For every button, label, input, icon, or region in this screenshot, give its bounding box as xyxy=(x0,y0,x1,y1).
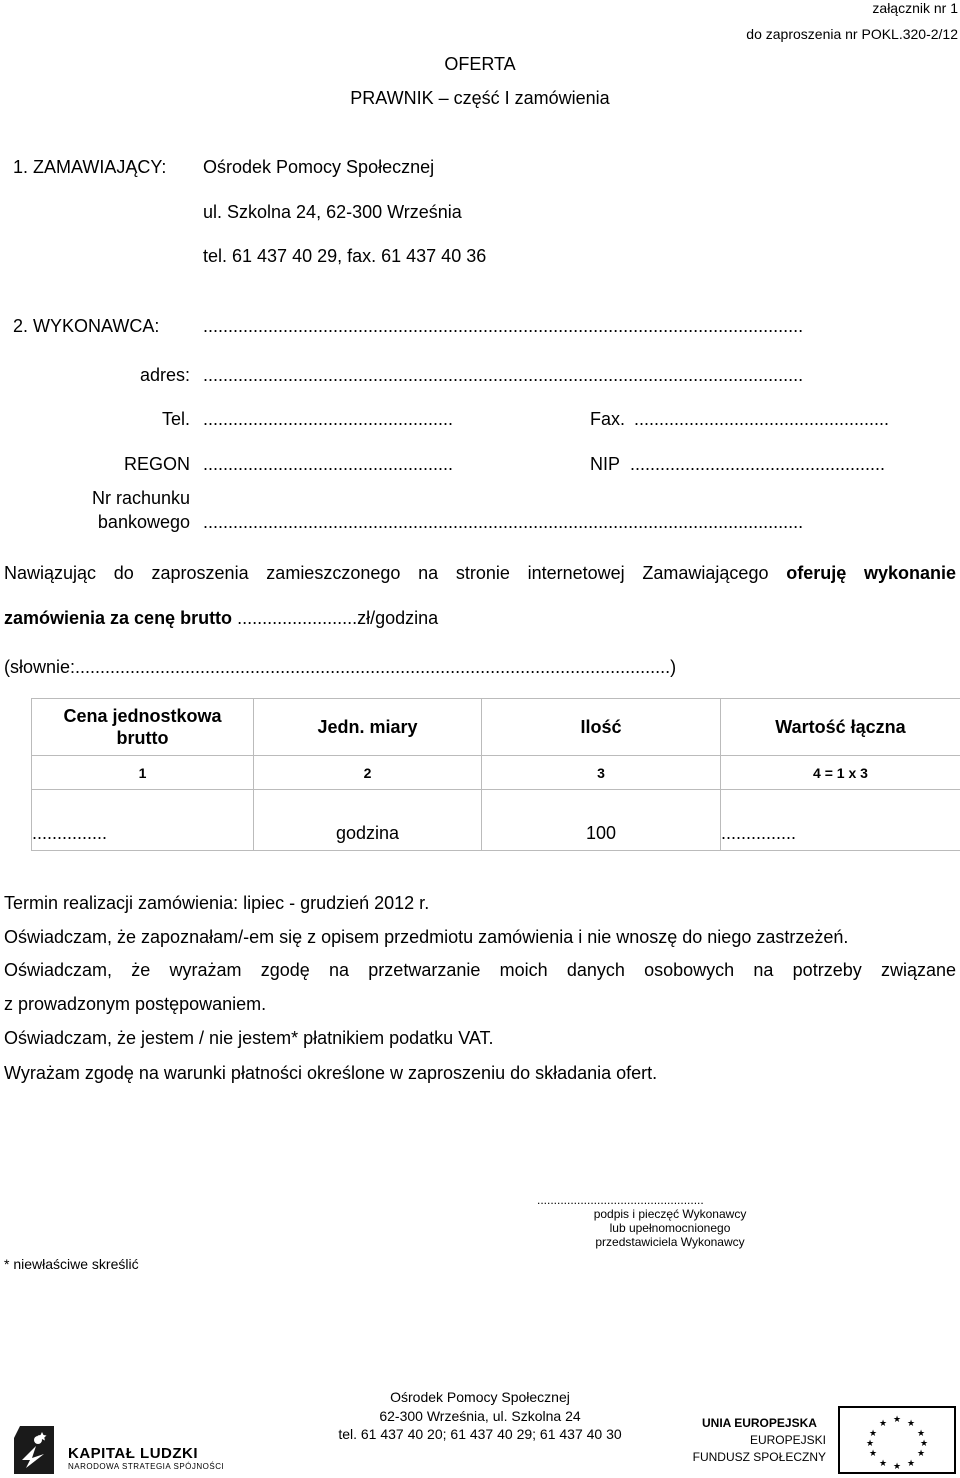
account-label-line1: Nr rachunku xyxy=(91,488,190,508)
table-header-row xyxy=(32,699,960,756)
footer-phone: tel. 61 437 40 20; 61 437 40 29; 61 437 40 30 xyxy=(338,1426,622,1442)
total-value-cell[interactable]: ............... xyxy=(721,790,960,851)
ordering-party-name: Ośrodek Pomocy Społecznej xyxy=(203,157,435,177)
svg-text:★: ★ xyxy=(906,1419,916,1429)
eu-logo-line3: FUNDUSZ SPOŁECZNY xyxy=(692,1450,826,1464)
offer-price-in-words[interactable]: (słownie:.......................................................................................................................) xyxy=(4,657,677,677)
tel-label: Tel. xyxy=(161,409,190,429)
svg-text:★: ★ xyxy=(892,1462,902,1472)
svg-text:★: ★ xyxy=(868,1429,878,1439)
statement-1: Oświadczam, że zapoznałam/-em się z opisem przedmiotu zamówienia i nie wnoszę do niego zastrzeżeń. xyxy=(4,927,849,947)
header-total-value: Wartość łączna xyxy=(721,699,960,756)
unit-cell: godzina xyxy=(254,790,482,851)
statement-2-line1: Oświadczam, że wyrażam zgodę na przetwarzanie moich danych osobowych na potrzeby związane xyxy=(4,960,956,980)
fax-label: Fax. xyxy=(590,409,626,429)
column-number: 1 xyxy=(32,756,254,790)
column-number: 4 = 1 x 3 xyxy=(721,756,960,790)
column-number: 3 xyxy=(482,756,721,790)
footer-name: Ośrodek Pomocy Społecznej xyxy=(390,1389,570,1405)
ordering-party-phone: tel. 61 437 40 29, fax. 61 437 40 36 xyxy=(203,246,487,266)
statement-4: Wyrażam zgodę na warunki płatności określone w zaproszeniu do składania ofert. xyxy=(4,1063,658,1083)
document-subtitle: PRAWNIK – część I zamówienia xyxy=(350,88,610,108)
offer-table xyxy=(31,698,960,851)
svg-text:★: ★ xyxy=(892,1415,902,1425)
table-row xyxy=(32,790,960,851)
svg-text:★: ★ xyxy=(916,1429,926,1439)
contractor-label: 2. WYKONAWCA: xyxy=(13,316,160,336)
table-number-row xyxy=(32,756,960,790)
offer-price-field[interactable]: ........................zł/godzina xyxy=(237,608,439,628)
signature-caption-2: lub upełnomocnionego xyxy=(609,1221,731,1235)
svg-text:★: ★ xyxy=(868,1449,878,1459)
kapital-ludzki-title: KAPITAŁ LUDZKI xyxy=(68,1445,199,1462)
svg-text:★: ★ xyxy=(919,1439,929,1449)
svg-text:★: ★ xyxy=(878,1419,888,1429)
offer-price-line xyxy=(4,608,438,629)
column-number: 2 xyxy=(254,756,482,790)
header-quantity: Ilość xyxy=(482,699,721,756)
contractor-address-field[interactable]: ........................................................................................................................ xyxy=(203,365,804,385)
quantity-cell: 100 xyxy=(482,790,721,851)
contractor-fax-field[interactable]: ................................................... xyxy=(634,409,890,429)
offer-intro-text: Nawiązując do zaproszenia zamieszczonego na stronie internetowej Zamawiającego xyxy=(4,563,769,583)
document-title: OFERTA xyxy=(444,54,516,74)
contractor-account-field[interactable]: ........................................................................................................................ xyxy=(203,512,804,532)
eu-flag-icon xyxy=(838,1406,956,1474)
kapital-ludzki-subtitle: NARODOWA STRATEGIA SPÓJNOŚCI xyxy=(68,1462,225,1471)
statement-2-line2: z prowadzonym postępowaniem. xyxy=(4,994,267,1014)
invitation-number: do zaproszenia nr POKL.320-2/12 xyxy=(746,26,958,42)
contractor-name-field[interactable]: ........................................................................................................................ xyxy=(203,316,804,336)
address-label: adres: xyxy=(139,365,190,385)
footnote: * niewłaściwe skreślić xyxy=(4,1256,139,1272)
account-label-line2: bankowego xyxy=(97,512,190,532)
svg-text:★: ★ xyxy=(906,1459,916,1469)
svg-text:★: ★ xyxy=(916,1449,926,1459)
contractor-regon-field[interactable]: .................................................. xyxy=(203,454,454,474)
footer-address: 62-300 Września, ul. Szkolna 24 xyxy=(379,1408,581,1424)
unit-price-cell[interactable]: ............... xyxy=(32,790,254,851)
statement-3: Oświadczam, że jestem / nie jestem* płatnikiem podatku VAT. xyxy=(4,1028,494,1048)
eu-logo-line2: EUROPEJSKI xyxy=(749,1433,826,1447)
signature-caption-3: przedstawiciela Wykonawcy xyxy=(595,1235,745,1249)
contractor-nip-field[interactable]: ................................................... xyxy=(630,454,886,474)
header-unit-price-text: Cena jednostkowa brutto xyxy=(63,706,222,748)
nip-label: NIP xyxy=(590,454,621,474)
signature-line[interactable]: .................................................. xyxy=(537,1193,704,1207)
contractor-tel-field[interactable]: .................................................. xyxy=(203,409,454,429)
header-unit: Jedn. miary xyxy=(254,699,482,756)
ordering-party-address: ul. Szkolna 24, 62-300 Września xyxy=(203,202,462,222)
offer-intro-bold: oferuję wykonanie xyxy=(786,563,956,583)
signature-caption-1: podpis i pieczęć Wykonawcy xyxy=(593,1207,747,1221)
header-unit-price xyxy=(32,699,254,756)
attachment-label: załącznik nr 1 xyxy=(872,0,958,16)
ordering-party-label: 1. ZAMAWIAJĄCY: xyxy=(13,157,167,177)
eu-logo-line1: UNIA EUROPEJSKA xyxy=(702,1416,817,1430)
svg-text:★: ★ xyxy=(865,1439,875,1449)
offer-price-label: zamówienia za cenę brutto xyxy=(4,608,233,628)
term-statement: Termin realizacji zamówienia: lipiec - grudzień 2012 r. xyxy=(4,893,430,913)
svg-text:★: ★ xyxy=(878,1459,888,1469)
offer-intro-line xyxy=(4,563,956,584)
regon-label: REGON xyxy=(123,454,190,474)
kapital-ludzki-logo-icon xyxy=(12,1424,56,1476)
